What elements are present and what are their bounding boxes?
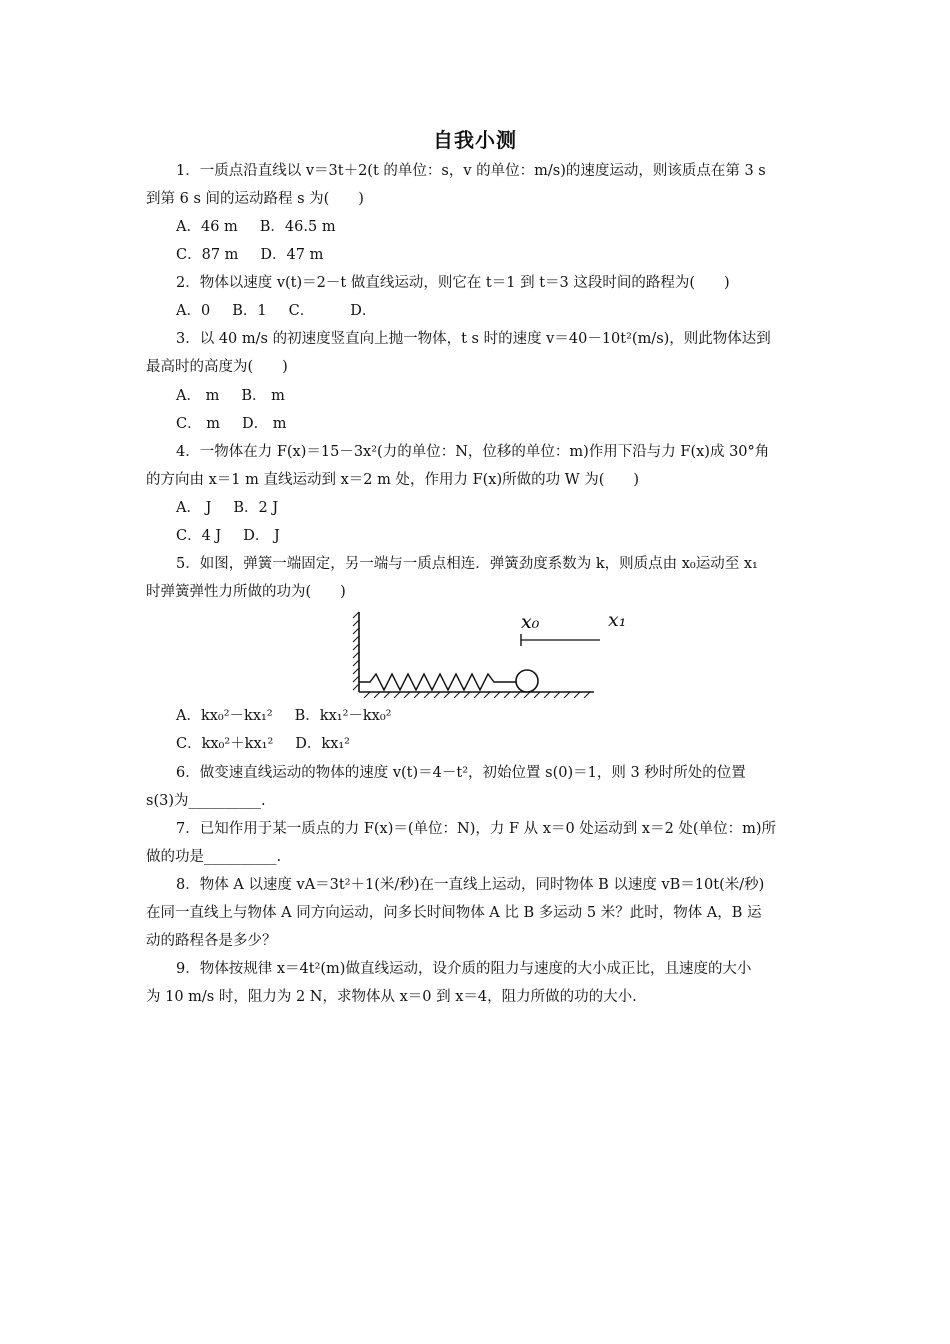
q2-line1: 2．物体以速度 v(t)＝2－t 做直线运动，则它在 t＝1 到 t＝3 这段时间的路程为( ) [176, 275, 730, 291]
q6-line1: 6．做变速直线运动的物体的速度 v(t)＝4－t²，初始位置 s(0)＝1，则 3 秒时所处的位置 [176, 765, 746, 781]
q5-line1: 5．如图，弹簧一端固定，另一端与一质点相连．弹簧劲度系数为 k，则质点由 x₀运动至 x₁ [176, 556, 758, 572]
q3-line1: 3．以 40 m/s 的初速度竖直向上抛一物体，t s 时的速度 v＝40－10t²(m/s)，则此物体达到 [176, 331, 771, 347]
floor-hatch [364, 692, 590, 698]
x1-label: x₁ [608, 609, 627, 631]
q7-line1: 7．已知作用于某一质点的力 F(x)＝(单位：N)，力 F 从 x＝0 处运动到 x＝2 处(单位：m)所 [176, 821, 776, 837]
q8-line2: 在同一直线上与物体 A 同方向运动，问多长时间物体 A 比 B 多运动 5 米？此时，物体 A，B 运 [146, 905, 762, 921]
q2-option-b: B．1 [232, 303, 267, 319]
q2-option-d: D． [350, 303, 377, 319]
q9-line1: 9．物体按规律 x＝4t²(m)做直线运动，设介质的阻力与速度的大小成正比，且速度的大小 [176, 961, 752, 977]
q4-options-ab [176, 498, 841, 518]
q1-line2: 到第 6 s 间的运动路程 s 为( ) [146, 191, 364, 207]
q3-option-b: B． m [241, 388, 285, 404]
q1-option-a: A．46 m [176, 219, 238, 235]
q4-option-d: D． J [243, 528, 280, 544]
q7-line2: 做的功是__________. [146, 849, 282, 865]
q1-line1: 1．一质点沿直线以 v＝3t＋2(t 的单位：s，v 的单位：m/s)的速度运动，则该质点在第 3 s [176, 163, 766, 179]
q5-options-ab [176, 706, 841, 726]
q4-option-a: A． J [176, 500, 212, 516]
page-title: 自我小测 [433, 128, 517, 152]
q1-option-b: B．46.5 m [259, 219, 336, 235]
q5-option-d: D．kx₁² [295, 736, 350, 752]
q3-options-ab [176, 386, 841, 406]
q4-option-b: B．2 J [233, 500, 279, 516]
q4-option-c: C．4 J [176, 528, 222, 544]
spring-figure [350, 606, 600, 698]
spring-coil [359, 674, 516, 690]
q1-options-cd [176, 245, 841, 265]
q5-option-b: B．kx₁²－kx₀² [294, 708, 392, 724]
q3-option-c: C． m [176, 416, 220, 432]
q3-option-d: D． m [241, 416, 287, 432]
q8-line3: 动的路程各是多少？ [146, 933, 277, 949]
x0-label: x₀ [521, 611, 540, 633]
q8-line1: 8．物体 A 以速度 vA＝3t²＋1(米/秒)在一直线上运动，同时物体 B 以速度 vB＝10t(米/秒) [176, 877, 765, 893]
q5-line2: 时弹簧弹性力所做的功为( ) [146, 584, 346, 600]
q1-option-c: C．87 m [176, 247, 239, 263]
q3-line2: 最高时的高度为( ) [146, 359, 288, 375]
q2-options [176, 301, 841, 321]
wall-hatch [353, 612, 359, 690]
q5-options-cd [176, 734, 841, 754]
q4-line2: 的方向由 x＝1 m 直线运动到 x＝2 m 处，作用力 F(x)所做的功 W 为( ) [146, 472, 640, 488]
q6-line2: s(3)为__________. [146, 793, 266, 809]
q1-options-ab [176, 217, 841, 237]
q9-line2: 为 10 m/s 时，阻力为 2 N，求物体从 x＝0 到 x＝4，阻力所做的功的大小. [146, 989, 637, 1005]
q3-option-a: A． m [176, 388, 220, 404]
q4-options-cd [176, 526, 841, 546]
q5-option-c: C．kx₀²＋kx₁² [176, 736, 274, 752]
q2-option-c: C． [288, 303, 315, 319]
q5-option-a: A．kx₀²－kx₁² [176, 708, 273, 724]
q2-option-a: A．0 [176, 303, 211, 319]
q1-option-d: D．47 m [260, 247, 324, 263]
q4-line1: 4．一物体在力 F(x)＝15－3x²(力的单位：N，位移的单位：m)作用下沿与力 F(x)成 30°角 [176, 444, 770, 460]
q3-options-cd [176, 414, 841, 434]
particle-ball [516, 670, 538, 692]
